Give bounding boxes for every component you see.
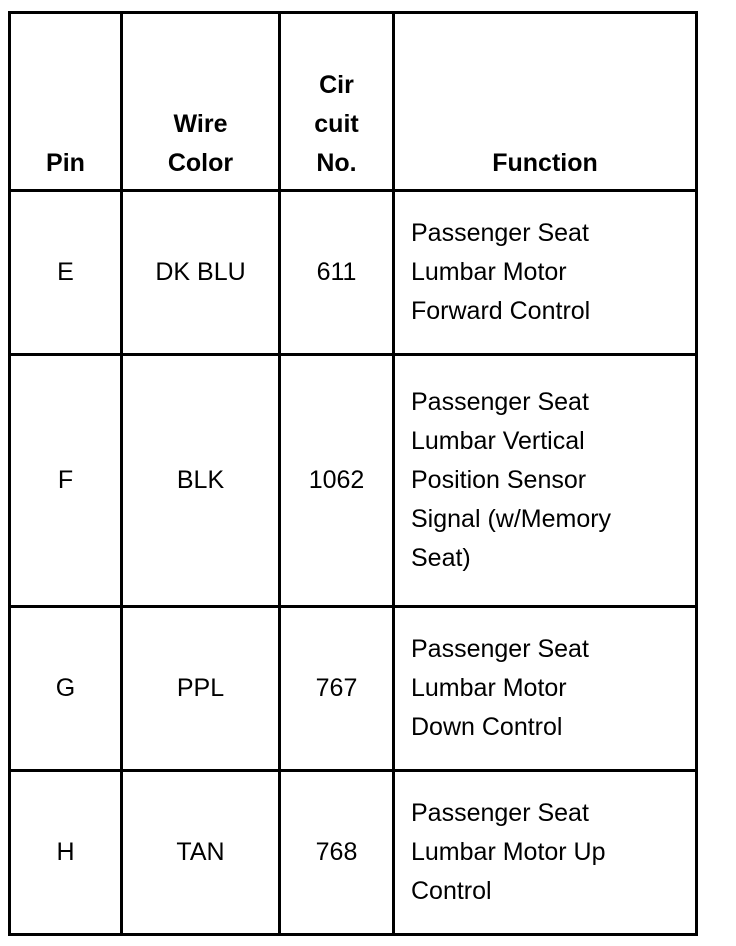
function-line: Lumbar Motor Up bbox=[411, 838, 606, 866]
function-line: Signal (w/Memory bbox=[411, 505, 612, 533]
header-circuit-line-1: Cir bbox=[319, 71, 354, 99]
header-circuit-no bbox=[280, 13, 394, 191]
circuit-cell: 1062 bbox=[280, 355, 394, 607]
wire-color-cell: TAN bbox=[122, 771, 280, 935]
pin-cell: G bbox=[10, 607, 122, 771]
pin-cell: H bbox=[10, 771, 122, 935]
circuit-cell: 611 bbox=[280, 191, 394, 355]
function-line: Control bbox=[411, 877, 492, 905]
header-circuit-line-3: No. bbox=[316, 149, 357, 177]
function-cell bbox=[394, 191, 697, 355]
header-function bbox=[394, 13, 697, 191]
pin-cell: E bbox=[10, 191, 122, 355]
pin-cell: F bbox=[10, 355, 122, 607]
function-cell bbox=[394, 771, 697, 935]
function-line: Forward Control bbox=[411, 297, 591, 325]
function-line: Passenger Seat bbox=[411, 388, 589, 416]
wire-color-cell: PPL bbox=[122, 607, 280, 771]
table-row bbox=[10, 771, 697, 935]
header-pin-label: Pin bbox=[46, 149, 85, 177]
circuit-cell: 768 bbox=[280, 771, 394, 935]
circuit-cell: 767 bbox=[280, 607, 394, 771]
table-row bbox=[10, 191, 697, 355]
function-line: Passenger Seat bbox=[411, 219, 589, 247]
function-line: Down Control bbox=[411, 713, 563, 741]
function-line: Seat) bbox=[411, 544, 471, 572]
function-cell bbox=[394, 355, 697, 607]
function-line: Lumbar Vertical bbox=[411, 427, 585, 455]
function-cell bbox=[394, 607, 697, 771]
table-row bbox=[10, 355, 697, 607]
header-wire-color-line-2: Color bbox=[167, 149, 234, 177]
header-wire-color-line-1: Wire bbox=[173, 110, 228, 138]
wire-color-cell: DK BLU bbox=[122, 191, 280, 355]
connector-pinout-table bbox=[8, 11, 698, 936]
function-line: Lumbar Motor bbox=[411, 674, 567, 702]
function-line: Passenger Seat bbox=[411, 635, 589, 663]
header-wire-color bbox=[122, 13, 280, 191]
wire-color-cell: BLK bbox=[122, 355, 280, 607]
header-circuit-line-2: cuit bbox=[314, 110, 359, 138]
header-pin bbox=[10, 13, 122, 191]
header-function-label: Function bbox=[492, 149, 598, 177]
function-line: Position Sensor bbox=[411, 466, 587, 494]
table-header-row bbox=[10, 13, 697, 191]
table-row bbox=[10, 607, 697, 771]
function-line: Passenger Seat bbox=[411, 799, 589, 827]
function-line: Lumbar Motor bbox=[411, 258, 567, 286]
